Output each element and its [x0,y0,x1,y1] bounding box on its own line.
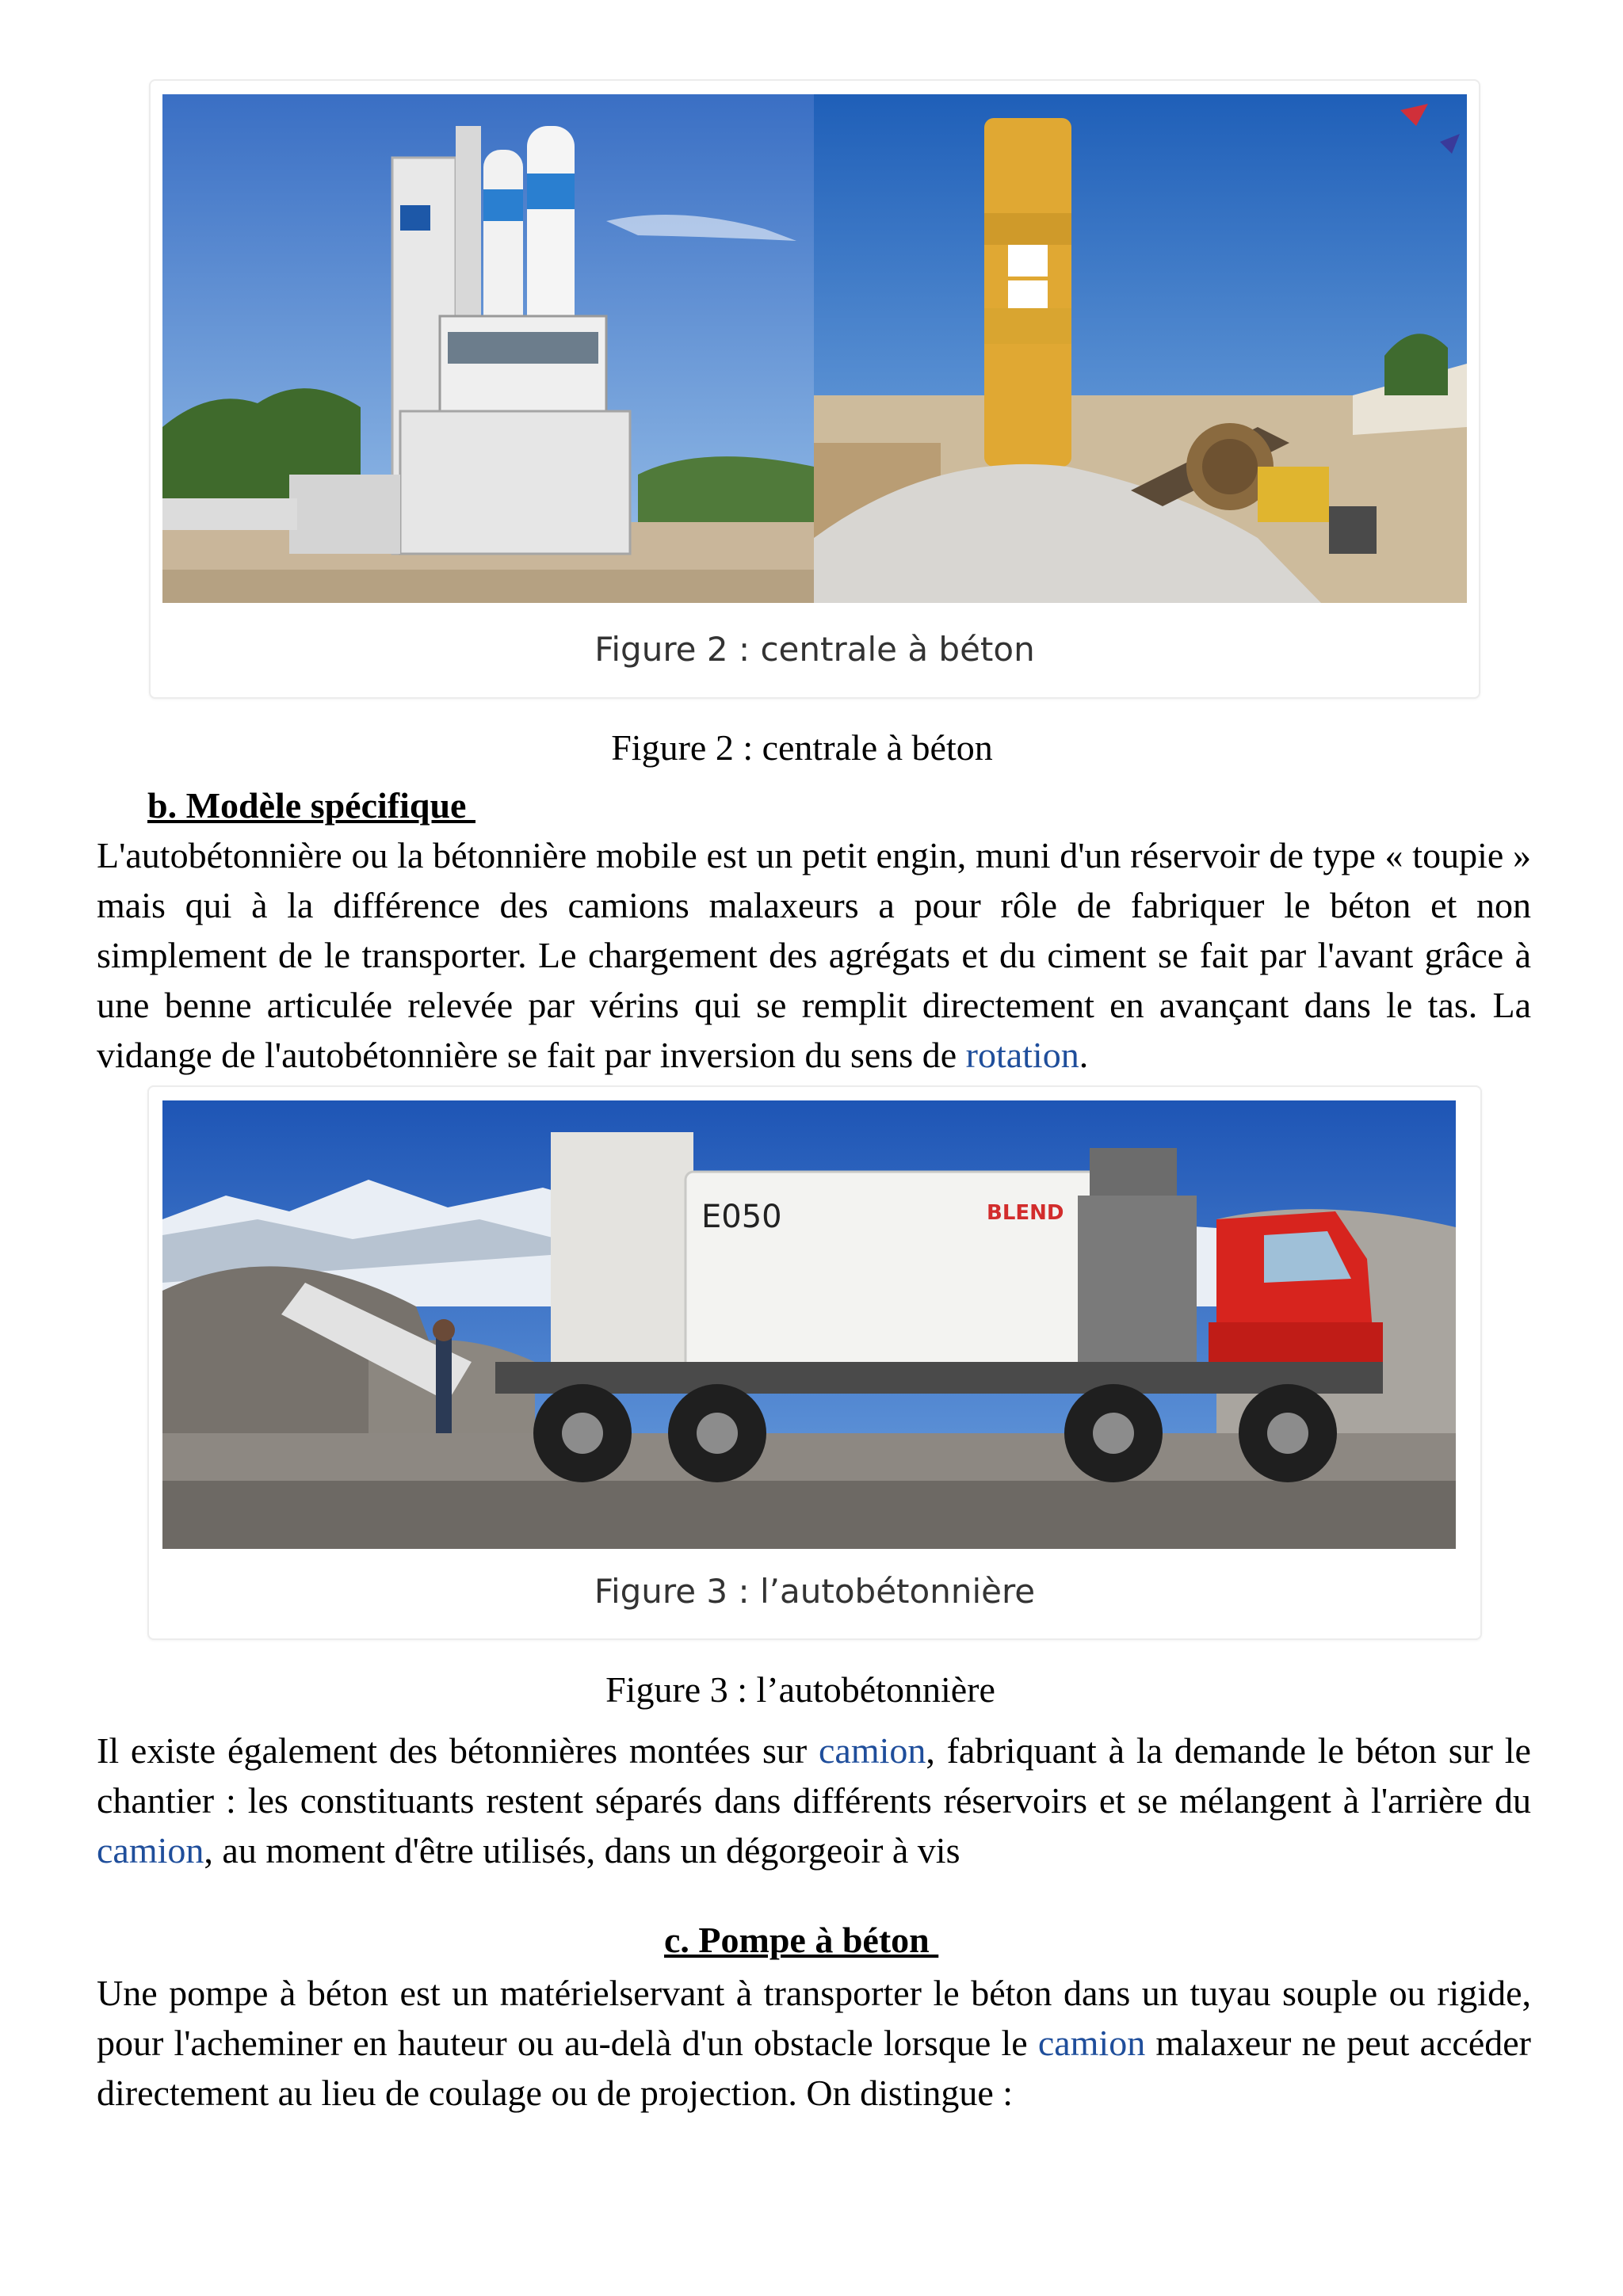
paragraph-text: malaxeur ne peut accéder directement au lieu de coulage ou de projection. On distingue : [97,2023,1531,2113]
paragraph-text: , fabriquant à la demande le béton sur le chantier : les constituants restent séparés dans différents réservoirs et se mélangent à l'arrière du [97,1730,1531,1821]
figure-3-embedded-caption: Figure 3 : l’autobétonnière [594,1572,1036,1611]
figure-2-embedded-caption: Figure 2 : centrale à béton [594,630,1035,669]
figure-3-frame [147,1085,1482,1640]
truck-mixer-paragraph [97,1726,1531,1875]
camion-link[interactable]: camion [1037,2023,1146,2063]
paragraph-text: Il existe également des bétonnières montées sur [97,1730,819,1771]
truck-model-label: E050 [701,1199,782,1235]
mobile-concrete-mixer-photo [162,1100,1456,1549]
rotation-link[interactable]: rotation [965,1035,1079,1075]
section-b-paragraph [97,830,1531,1080]
section-c-paragraph [97,1968,1531,2118]
paragraph-text: Une pompe à béton est un matérielservant à transporter le béton dans un tuyau souple ou rigide, pour l'acheminer en hauteur ou au-delà d'un obstacle lorsque le [97,1973,1531,2063]
figure-2-frame [149,79,1480,699]
paragraph-text: L'autobétonnière ou la bétonnière mobile est un petit engin, muni d'un réservoir de type « toupie » mais qui à la différence des camions malaxeurs a pour rôle de fabriquer le béton et non simplement de le transporter. Le chargement des agrégats et du ciment se fait par l'avant grâce à une benne articulée relevée par vérins qui se remplit directement en avançant dans le tas. La vidange de l'autobétonnière se fait par inversion du sens de [97,835,1531,1075]
camion-link[interactable]: camion [819,1730,926,1771]
section-b-heading: b. Modèle spécifique [147,785,475,826]
concrete-plant-photo-left [162,94,814,603]
figure-3-caption: Figure 3 : l’autobétonnière [605,1669,995,1710]
concrete-plant-photo-right [814,94,1467,603]
paragraph-text: , au moment d'être utilisés, dans un dégorgeoir à vis [204,1830,960,1871]
camion-link[interactable]: camion [97,1830,204,1871]
section-c-heading: c. Pompe à béton [664,1920,939,1960]
paragraph-end: . [1079,1035,1089,1075]
figure-2-caption: Figure 2 : centrale à béton [611,727,993,768]
truck-brand-label: BLEND [987,1201,1064,1225]
